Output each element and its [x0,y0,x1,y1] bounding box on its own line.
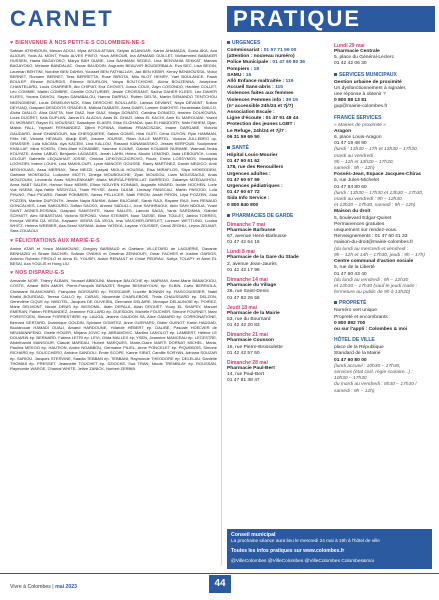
deaths-list: Armande NOIR, Thierry ALBAIN, Youssef ABBOUNI, Monique BALOCHE ép. MARIANI, Anne-Marie BANACKIGU, COSTE, Ariane BEN AMOR, Pierre-François BENAZET, Regine BENHAYOUN, ép. ELBIN, Carlo BERRIOLA, Christiane BLANCHARD, Françoise BOISSARD ép. ROISCAMP, Lucette BONNIN ép. RASCOUISSIER, Nabil Khalid BOURDAD, Teresa CALLO ép. CARAS, Nicomède CHARLEBOIS, Thaïs CHAUSSARD ép. DELZON, Geneviève CIQUE ép. NIBOTEL, Jacques DE OLIVEIRA, Germaine DELAIRE, Monique DELAUNOIE ép. POIREZ, Marie DELMONT, Nicole DENIS ép. BISSOMIL, Alain DEPALA, Alain DROUET, Youry EL SHAFEY, Manuel EMERAN, Fabien FERNANDEZ, Jeannine FOLLARD ép. GUESDON, Michèle FOUCHER, Simone FOURNET, Marc FORESTOEN, Simone FORRESTIERE ép. LAUGA, Jeanne GAUDON SA, Alice GAMARD ép. CORRONATIGNE, Bernard GERTARD, Dominique GOLDIN, Sylviane GOMITEZ, Anne GUERARD, Didier GUINOT, Karim HADDAD, Boulanouar HAMADI OUALI, Amand HARDOUNE, Yolande HÉBERT ép. DALIBE, Pascale HOELVER de NEUMANNFEND, Gisèle HOUER, Mirjana JOVIC ép. ABRAMOVIC, Martine LANOLOT ép. LAMBERT, Hélène LE DOUARIN ép. BERNARD, Fatima LETRI ép. LEVI, Gilda MALLEX ép. YSEN, Jeannine MANCEAU ép. LECESTRE, Abdelhamid MANSOUR, Claude MAREAU, Hubert MARQUES, Marie-Claire MARTI DORNAT MICHEL, Maria, Paulina MEKOO ép. HAUTION, André NGABBOU, Germaine PILIEL, Anne PONCELET ép. PIQUEBOIS, Simone RICHARD ép. SOUCCHERO, Antoine SANDOLI, Émile SCOPE, Karine SIRAT, Camille SORYAN, Adriana SOUZAR ép. SARIOU, Jacques STERVINE, Saadia TEBBAN ép. TEBBANI, Raymonde THEODORE ép. DELELAU, Danielle THOMAS ép. PRESSET, Jeannette TOUCHET ép. SZIOCKE, Sud TRAN, Nicole TREMBLAY ép. ROUSSAN, Raymonde WAROE, Chantal WHITE, Jeltze ZANICK, Norbert ZERBIB [10,278,217,371]
info-label: Pompiers : [227,66,254,72]
info-line: 5, rue de la Liberté [334,265,375,271]
info-value: 01 57 71 59 00 [263,48,297,53]
info-line: mardi au vendredi : 9h – 12h30 [334,197,402,203]
france-services-title: FRANCE SERVICES [334,114,382,121]
info-label: Accueil Sans-abris : [227,85,276,91]
info-line: (du lundi au mercredi et vendredi : [334,246,409,252]
info-line: Renseignements : 01 47 60 41 33 [334,234,408,240]
bullet-icon [227,41,230,44]
info-line: Standard de la Mairie [334,351,381,357]
sante-title: SANTÉ [232,145,249,152]
pharmacies-list [227,222,327,385]
info-label: Protection des jeunes LGBT : [227,122,296,128]
pharmacy-phone: 01 42 42 06 30 [334,61,367,67]
pharmacy-entry [227,222,327,247]
births-title: BIENVENUE À NOS PETIT-E-S COLOMBIEN-NE-S [15,40,145,46]
pharmacy-entry [227,360,327,385]
weddings-block [10,238,217,267]
info-label: (n° accessible 24h/24 et 7j/7) [227,103,294,109]
info-label: 01 47 60 67 59 [227,177,260,183]
pharmacy-address: 67, avenue Henri-Barbusse [227,234,287,240]
pharmacy-phone: 01 42 42 20 83 [227,323,260,329]
info-line: 0 800 88 13 81 [334,98,367,104]
pharmacy-date: Jeudi 18 mai [227,304,258,311]
deaths-title: NOS DISPARU-E-S [15,270,65,277]
info-line: Centre communal d'action sociale [334,259,414,265]
council-banner [227,529,432,569]
info-line: Numéro vert unique [334,308,377,314]
bullet-icon [334,73,337,76]
info-line: du mardi au vendredi : 8h30 – 17h30 / [334,382,417,388]
info-value: 18 [253,66,260,72]
info-line: 01 47 84 80 60 [334,184,367,190]
info-line: « Mairies de proximité » [334,122,386,128]
pharmacy-name: Pharmacie Centrale [334,49,380,54]
info-label: 178, rue des Renouillers [227,165,284,171]
info-label: Violences Femmes info : [227,97,286,103]
sante-list [227,153,327,209]
info-line: (du lundi au vendredi : 9h – 12h30 [334,277,409,283]
info-label: Association Escale : [227,110,275,116]
pharmacy-phone: 01 42 42 57 50 [227,350,260,356]
pharmacy-address: 26, rue Saint-Denis [227,289,269,295]
pharmacy-phone: 01 42 42 17 98 [227,267,260,273]
footer-rule [0,573,439,574]
info-line: fermeture au public de 9h à 13h30) [334,290,411,296]
births-list: Safwan ATKHBOUN, Menan ADOU, Myra AFOULATSAN, Selyan AGANGAR, Karim AHAMADA, Sonia AKA, Ava ALIOUR, Yoda AL MONT, Paolo ALVES PINTO, Yuva ARKOUB, Ina ARMAND GUILLET, Mohammed BABAKER HUSSEN, Hawa BAGAYOKO, Marya BAH DIANE, Lina BAHMANI SEDEG, Lina BENYAHIA SEKKAT, Mariam BAGAYOKO, Melanie BANDALAC, Oscar BAUDOIN, Augustin BEAUVIR BOUDERBALA, Eva BEC, Lisa BEGIN, Laurelan BEHTINI, Nordine BEN DAHMI, Youssef BEN FATHALLAH, Jad BEN KEBIR, Kenzy BENMOUSSA, Victor BERNET, Romane BERNET, Tess BERRETTA, Rose BIROTA, Milo BLOT HENRY, Yael BOULANCE, Faiah BOULEP, Ethane BOURDIS, Étienne BOURLON, Yahya BOUTCHICHE, Aïcha BOUZENNA, Joséphine CHANTELARD, Louis CHARRIER, Abi CHIPIAT, Eva CHOVET, Jonna COUX, Zayn COSONDO, Hadrien COLLET, Léo COMMIE, Martin COMBRE, Camille COUTURIER, Jessie CROISSANT, Sacha DAHER KLEES, Léo DAHER KLEES, Yousra DAHOU, Sayan DANABALOU, Hanna DARRAJ, Ruben DELTA, Martin DEMANDO TENTCHOU NKENGMENE, Louis DEMEUNYNCK, Elias DEROCHE BOULLARD, Larissa DEVAINT, Naya DEVAINT, Soltan DEYUAQ, Gaspard DESDOITS GRADELS, Malicia DIABATE, Anna DIABY, Lamine DIAKHITE, Houleimata DIALLO, Aïcha DIALLO, Aïna DIATTA, Noé DIAZ, Noé DIAZ, Moïga DONATO, Catalina DONATO, Ibrahim DOUKOURA, Louis DUCRET, Kaïs DUPLAN, Janna EL ALAOUI, Anas EL GHAZI, Idriss EL KACHI, Amir EL MAROUANI, Yazed EL MORABIT, Rayan EL MOUSSAT, Salsabyne ELASRI, Elise ELGHADA, Iyad ELHAIDDORY, Nahi FAHEM, Djae-Malick FALL, Yaynaël FERNANDEZ, Djibril FOFANA, Mathias FRANCISZAK, Imane GARDABE, Victoria GAUDARD, Anaé GHANDOUR, Isla GHESQUIERE, Salma GOMIS, Hilal GUITI, Céna GUYON, Rym HAMMAN, Félix HE, Victoria HEVAUD, Aliadji IDIR, Josiane JOUSSE, Ritan JULLE MARTEL, Victoria JULLEBRO op. GRASSER, Lola KACIMA, Aya KACEM, Lina KALLOU, Rassoul KANANASSKO, Jessim KERFOUB, Soulymane KHALLAF, Mina KOKEN, Chris-Mael KOKAMBE, Yasmine KOUNE, Gabriel KOUAMS NURAME, Wamadi-Tenka KOUYATE, Amine LABUD, Benjamin LAGAGES, Jenah LAHN, Héléa, Moulin LEMOND, Jada LEBOURCK, Lucas LELOUP, Gabrielle LEQUAHAIT JOSSE, Ornicka LIFKOVICZIGROVO, Rouix, Ernne LOSSYMOS, Mustapha LOGHZIRI, Imène LOUHI, Leia MAKHLOUFI, Lysm MANCER GOUSSE, Ramy MARTINEZ, Daniel MEDICO, Amir MEGHOUAG, Assa MERRAX, Taha MEZZI, Lazyali MIGLIA HOUSSA, Elsa MIRAFLOS, Sliya MOKEDDEM, Gaétane MONTAIGU, Ludovine MOTTI, Dinéga MOUBOUCHE, Zyan MOUDOU, Liam MOUSSAOUI, Anas MOUZOUNI, Léonardo Anas MÜHLENKAMP, Maria MURGA-PERRILLAT GARREDO, Zakariya MZEDAGHOU, Anna NABT SALEH, Haroun Nour NEMRI, Elinor NGUYEN KONNAS, Augustin NIVARD, Isolde NOCHEN, Lorie Voir NSEMI, Aya-Yaëlle NSSIYGUI, Thiah PEYSE, Asma OULMI, Lindsay PANSCAU, Martin PASOOD, Lola PHUNG, Paul PICARD, Rafaël POMMIER, Yaniss PELLICER, Maël PIRON, Anaël PIRON, Lilya POZZEN, Zaia POZZEN, Martine DUPONTH, Jessim Nayla RAHIMI, Adam RAJOANE, Sarah RAJI, Rayane RAJI, Ines RENAUD GONCALVES, Léan SABOURO, Soltan SACKO, Ahmed SADULLI, June SAHHRAOUI, Aldo SAHI NDOUA, Yvani SAINT AGNES-ROSINIA, Gaspard SAKESHTE, Vaani SALLES, Lamoid SAGA, Yanis SARDINHA, Gabriel SCHMITT, Alec SEBASTIAN, Victoria SEPOND, Victor STEINER, Noor TAISSE, Elise TOULET, Janina TORRES, Kenzya VIEIRA DA VEGA, Kayaane VIEIRA DA VEGA, Ima VAUCHER-DRIELET, Lorenzo WETTLING, Louisa WHITZ, Helena WREBER, Aza-Sessi YAPANA, Adam YATEKA, Layane YOUSSEF, Camil ZEGHLI, Leyna ZELMAT, Sara ZOUAOUI [10,48,217,234]
pharmacy-phone: 01 47 81 38 47 [227,378,260,384]
info-label: Police Municipale : [227,60,273,66]
pratique-column-2 [334,40,432,395]
info-label: Ligne d'écoute : 01 47 91 48 44 [227,116,299,122]
pharmacy-entry [227,305,327,330]
info-line: Propreté et encombrants : [334,314,391,320]
council-text: La prochaine séance aura lieu le mercredi 24 mai à 19h à l'hôtel de ville [231,538,380,543]
all-info-link[interactable]: Toutes les infos pratiques sur www.colombes.fr [231,548,345,554]
info-line: mardi au vendredi : [334,153,376,159]
info-line: ou sur l'appli : Colombes & moi [334,326,408,332]
carnet-column [10,40,217,375]
france-services-list [334,123,432,297]
weddings-list: Amine ATAR et Yosra AMAMOUNE, Grégory BARBAUD et Gaétane VILLETARD de LAGUÉRIE, Davante BENHAZID et Sinam BACHIRI, Sofwan OVAHIX et Omeima ZENNOUFI, Omar FACHES et Justine GARIGS, Antonio Roberto FRIOLO et Anna EL YOUSFI, Adam RENAULT et Chloé PEDRAU, Sofiya TOLAPY et Amel EL BESAI, Aza YOULIS et Hong LIU [10,245,217,267]
info-line: maison-du-droit@mairie-colombes.fr [334,240,414,246]
info-line [227,135,327,141]
info-line: (lundi accueil : 10h30 – 17h30, [334,363,401,369]
pharmacy-phone: 01 47 82 26 56 [227,295,260,301]
info-line: samedi : 9h – 12h) [334,388,375,394]
pharmacy-phone: 01 47 42 64 16 [227,240,260,246]
info-line: 6, boulevard Edgar-Quinet [334,215,392,221]
info-label: 06 31 59 69 50 [227,134,260,140]
info-value: 15 [245,72,252,78]
info-label: (attention : nouveau numéro) [227,54,295,60]
social-links[interactable]: @VilleColombes @VilleColombes @VilleColombes Colombes&moi [231,559,374,564]
births-block [10,40,217,234]
hotel-title: HÔTEL DE VILLE [334,337,375,344]
section-title-carnet: CARNET [10,6,114,31]
bullet-icon [227,146,230,149]
bullet-icon [334,301,337,304]
info-line: 9h – 12h et 13h30 – 17h30, [334,159,394,165]
pharmacy-entry [334,43,432,68]
urgences-title: URGENCES [232,40,261,46]
column-divider [221,40,222,566]
hotel-list [334,345,432,395]
pharmacies-list-continued [334,43,432,68]
pharmacy-date: Dimanche 28 mai [227,359,268,366]
info-line: 6, place Louis-Aragon [334,135,382,141]
weddings-title: FÉLICITATIONS AUX MARIÉ-E-S [15,237,100,244]
proprete-title: PROPRETÉ [339,300,367,307]
pharmacy-name: Pharmacie Cousson [227,338,275,344]
magazine-footer: Vivre à Colombes | mai 2023 [10,584,78,590]
info-line: 5, rue Jules-Michelet [334,178,380,184]
info-line: uniquement sur rendez-vous. [334,228,398,234]
info-line: 01 47 60 43 40 [334,271,367,277]
info-value: 119 [285,79,294,85]
info-line: (lundi : 13h30 – 17h et 13h30 – 17h30, [334,147,419,153]
info-line: et 13h30 – 17h30 (sauf le jeudi matin : [334,283,418,289]
info-line: Gestion urbaine de proximité [334,79,402,85]
info-line: 0 800 892 700 [334,320,366,326]
heart-icon: ♥ [10,40,14,46]
pharmacy-date: Dimanche 7 mai [227,221,266,228]
section-title-pratique: PRATIQUE [227,6,435,32]
info-label: Hôpital Louis-Mourier [227,153,278,159]
proprete-list [334,308,432,333]
info-label: Sida Info Service : [227,196,270,202]
info-line: Aragon [334,128,352,134]
pharmacy-entry [227,277,327,302]
info-label: Commissariat : [227,48,264,53]
info-line: 9h – 12h et 14h – 17h30, jeudi : 9h – 17h) [334,252,425,258]
info-line: place de la République [334,345,384,351]
info-label: Violences faites aux femmes [227,91,294,97]
info-label: Allô Enfance maltraitée : [227,79,286,85]
info-label: SAMU : [227,72,246,78]
info-label: Urgences pédiatriques : [227,184,283,190]
issue-date: mai 2023 [55,584,78,590]
pharmacy-name: Pharmacie Paul-Bert [227,365,275,371]
urgences-list [227,48,327,141]
info-label: 0 800 840 800 [227,202,259,208]
pharmacy-date: Dimanche 21 mai [227,332,268,339]
heart-icon: ♥ [10,270,14,277]
deaths-block [10,270,217,371]
pharmacy-date: Dimanche 14 mai [227,277,268,284]
info-line: Un dysfonctionnement à signaler, [334,85,407,91]
info-line: Maison du droit [334,209,371,215]
info-value: 01 47 60 80 36 [272,60,306,66]
info-line: Permanences gratuites [334,221,385,227]
services-list [334,80,432,111]
pharmacy-date: Lundi 8 mai [227,249,255,256]
info-line: gup@mairie-colombes.fr [334,104,388,110]
info-value: 39 19 [285,97,298,103]
pharmacy-entry [227,332,327,357]
pharmacy-entry [227,249,327,274]
info-line: 10h30 – 17h30 [334,376,367,382]
info-label: 01 47 60 67 72 [227,190,260,196]
page-number: 44 [209,575,231,593]
info-line: (lundi : 13h30 – 17h30 et 13h30 – 17h30, [334,190,424,196]
info-line [227,203,327,209]
info-label: 01 47 60 61 62 [227,159,260,165]
info-line: une réponse à obtenir ? [334,92,386,98]
info-line: 01 47 60 80 00 [334,357,367,363]
pharmacy-address: 16, rue Pierre-Brossolette [227,344,283,350]
info-line: et 13h30 – 17h30, samedi : 9h – 12h) [334,203,416,209]
pharmacy-name: Pharmacie de la Gare du Stade [227,255,299,261]
services-title: SERVICES MUNICIPAUX [339,71,397,78]
pharmacy-name: Pharmacie du Village [227,283,277,289]
pharmacy-name: Pharmacie de la Mairie [227,310,280,316]
info-line: samedi : 9h – 12h) [334,166,375,172]
pharmacy-address: 53, rue du Bournard [227,316,271,322]
info-label: Le Refuge, 24h/24 et 7j/7 : [227,128,287,134]
info-line: services (état civil, régie scolaire...) : [334,369,413,375]
info-line: Fossés-Jean, Espace Jacques-Chirac [334,172,422,178]
pharmacy-address: 5, place du Général-Leclerc [334,55,395,61]
heart-icon: ♥ [10,237,14,244]
info-label: Urgences adultes : [227,171,271,177]
magazine-name: Vivre à Colombes [10,584,51,590]
pharmacy-address: 2, avenue Jean-Jaurès [227,261,277,267]
info-line: 01 47 19 48 90 [334,141,367,147]
bullet-icon [227,214,230,217]
council-title: Conseil municipal [231,532,276,538]
pharmacy-date: Lundi 29 mai [334,43,365,49]
pharmacies-title: PHARMACIES DE GARDE [232,212,294,219]
pratique-column-1 [227,40,327,385]
info-value: 115 [275,85,283,91]
pharmacy-address: 14, rue Paul-Bert [227,372,264,378]
pharmacy-name: Pharmacie Barbusse [227,227,276,233]
